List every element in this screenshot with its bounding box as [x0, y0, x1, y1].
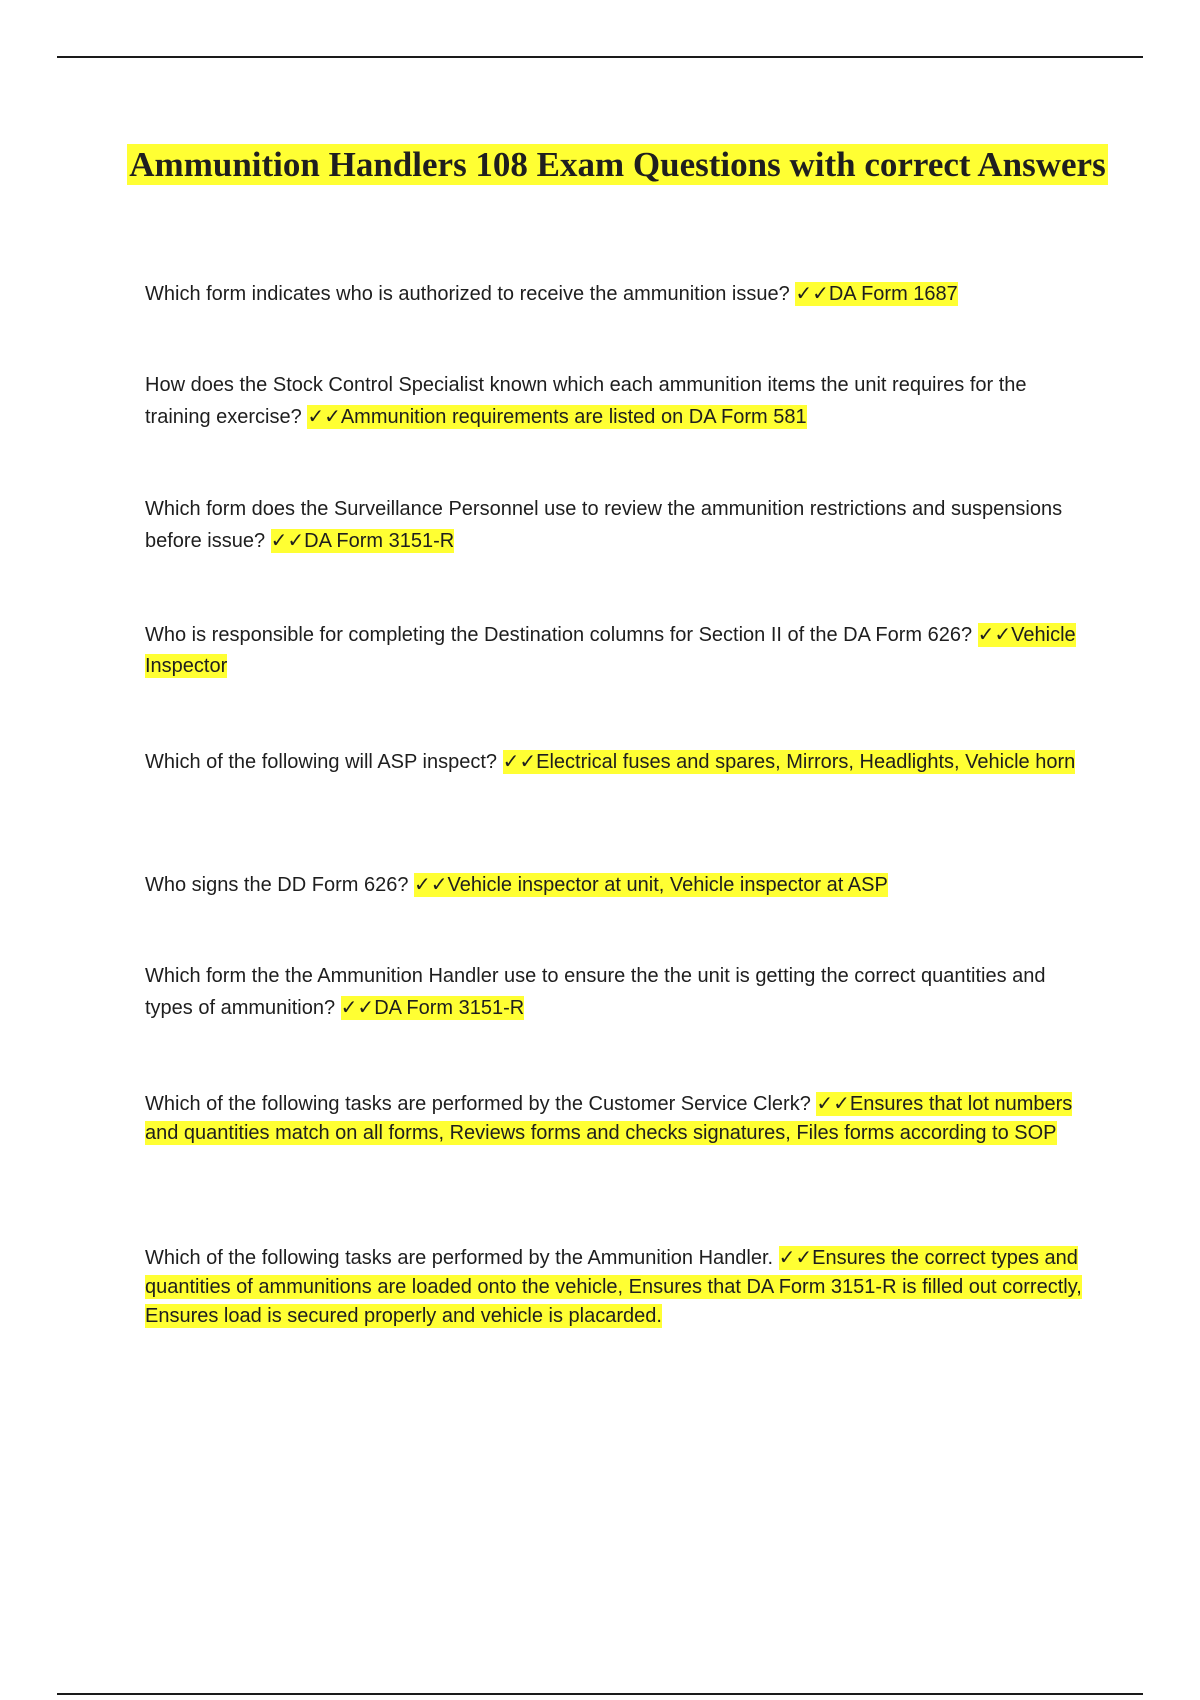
answer-3 [271, 529, 455, 553]
answer-8-text: Ensures that lot numbers and quantities match on all forms, Reviews forms and checks signatures, Files forms according to SOP [145, 1093, 1073, 1144]
check-icon: ✓✓ [502, 749, 537, 773]
answer-6-text: Vehicle inspector at unit, Vehicle inspector at ASP [447, 874, 888, 896]
qa-item-9 [145, 1243, 1090, 1331]
bottom-rule [57, 1693, 1143, 1695]
qa-item-8 [145, 1089, 1090, 1148]
check-icon: ✓✓ [977, 622, 1012, 646]
question-4: Who is responsible for completing the Destination columns for Section II of the DA Form 626? [145, 624, 973, 646]
check-icon: ✓✓ [340, 995, 375, 1019]
question-9: Which of the following tasks are performed by the Ammunition Handler. [145, 1247, 774, 1269]
question-8: Which of the following tasks are performed by the Customer Service Clerk? [145, 1093, 811, 1115]
qa-item-1 [145, 278, 1090, 310]
qa-item-7 [145, 961, 1090, 1024]
answer-1-text: DA Form 1687 [828, 283, 958, 305]
question-2: How does the Stock Control Specialist known which each ammunition items the unit requires for the training exercise? [145, 374, 1027, 428]
answer-4-text: Vehicle Inspector [145, 624, 1076, 677]
top-rule [57, 56, 1143, 58]
qa-item-4 [145, 619, 1090, 682]
qa-item-5 [145, 747, 1090, 777]
answer-1 [795, 282, 957, 306]
check-icon: ✓✓ [816, 1091, 850, 1115]
question-7: Which form the the Ammunition Handler use to ensure the the unit is getting the correct quantities and types of ammunition? [145, 965, 1046, 1019]
check-icon: ✓✓ [307, 404, 341, 428]
qa-item-2 [145, 370, 1090, 433]
question-5: Which of the following will ASP inspect? [145, 751, 498, 773]
check-icon: ✓✓ [414, 872, 448, 896]
answer-9-text: Ensures the correct types and quantities of ammunitions are loaded onto the vehicle, Ensures that DA Form 3151-R is filled out correctly, Ensures load is secured properly and vehicle is placarded. [145, 1247, 1082, 1327]
answer-5 [503, 750, 1076, 774]
question-3: Which form does the Surveillance Personnel use to review the ammunition restrictions and suspensions before issue? [145, 498, 1063, 552]
question-6: Who signs the DD Form 626? [145, 874, 409, 896]
answer-2-text: Ammunition requirements are listed on DA Form 581 [340, 406, 807, 428]
qa-item-3 [145, 494, 1090, 557]
check-icon: ✓✓ [270, 528, 305, 552]
answer-7-text: DA Form 3151-R [374, 997, 525, 1019]
check-icon: ✓✓ [795, 281, 829, 305]
answer-3-text: DA Form 3151-R [304, 530, 455, 552]
document-title [120, 143, 1115, 186]
answer-5-text: Electrical fuses and spares, Mirrors, Headlights, Vehicle horn [536, 751, 1076, 773]
answer-6 [414, 873, 888, 897]
answer-2 [307, 405, 806, 429]
qa-item-6 [145, 869, 1090, 901]
answer-7 [341, 996, 525, 1020]
check-icon: ✓✓ [778, 1245, 813, 1269]
document-title-text: Ammunition Handlers 108 Exam Questions with correct Answers [129, 145, 1106, 184]
question-1: Which form indicates who is authorized to receive the ammunition issue? [145, 283, 790, 305]
